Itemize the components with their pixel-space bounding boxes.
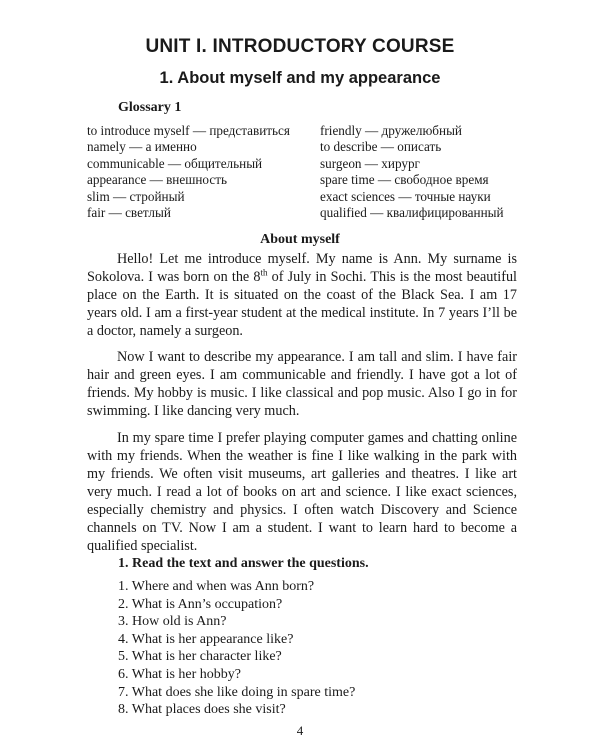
glossary-term: slim — стройный (87, 188, 185, 204)
glossary-term: to introduce myself — представиться (87, 123, 290, 138)
paragraph-spare-time: In my spare time I prefer playing computer games and chatting online with my friends. When the weather is fine I like walking in the park with my friends. We often visit museums, art galleries and theatres. I like art very much. I read a lot of books on art and science. I like exact sciences, especially chemistry and physics. I often watch Discovery and Science channels on TV. Now I am a student. I want to learn hard to become a qualified specialist. (87, 430, 517, 554)
text-title: About myself (260, 232, 340, 247)
question-item: 3. How old is Ann? (118, 614, 227, 630)
glossary-left-column (87, 123, 290, 221)
glossary-term: to describe — описать (320, 139, 442, 155)
lesson-title: 1. About myself and my appearance (159, 69, 441, 87)
glossary-heading: Glossary 1 (118, 100, 182, 115)
glossary-term: exact sciences — точные науки (320, 188, 491, 204)
glossary-term: fair — светлый (87, 205, 171, 221)
glossary-term: spare time — свободное время (320, 172, 489, 188)
glossary (0, 123, 600, 223)
glossary-term: communicable — общительный (87, 155, 263, 171)
paragraph-appearance: Now I want to describe my appearance. I am tall and slim. I have fair hair and green eyes. I am communicable and friendly. I have got a lot of friends. My hobby is music. I like classical and pop music. Also I go in for swimming. I like dancing very much. (87, 349, 517, 419)
question-list (118, 578, 355, 719)
glossary-term: namely — а именно (87, 139, 197, 155)
glossary-term: surgeon — хирург (320, 155, 420, 171)
question-item: 8. What places does she visit? (118, 702, 286, 718)
task-heading: 1. Read the text and answer the questions. (118, 556, 369, 571)
paragraph-text: of July in Sochi. This is the most beautiful place on the Earth. It is situated on the coast of the Black Sea. I am 17 years old. I am a first-year student at the medical institute. In 7 years I’ll be a doctor, namely a surgeon. (87, 269, 517, 339)
page-number: 4 (296, 723, 304, 738)
glossary-term: friendly — дружелюбный (320, 123, 462, 138)
glossary-term: appearance — внешность (87, 172, 227, 188)
glossary-right-column (320, 123, 504, 221)
paragraph-text: Hello! Let me introduce myself. My name is Ann. My surname is Sokolova. I was born on the 8 (87, 251, 517, 285)
question-item: 5. What is her character like? (118, 649, 282, 665)
ordinal-suffix: th (260, 267, 268, 278)
unit-title: UNIT I. INTRODUCTORY COURSE (145, 36, 455, 57)
question-item: 6. What is her hobby? (118, 666, 241, 682)
paragraph-intro (87, 250, 517, 340)
glossary-term: qualified — квалифицированный (320, 205, 504, 221)
question-item: 7. What does she like doing in spare time? (118, 684, 356, 700)
question-item: 1. Where and when was Ann born? (118, 579, 315, 594)
question-item: 2. What is Ann’s occupation? (118, 596, 283, 612)
question-item: 4. What is her appearance like? (118, 631, 294, 647)
